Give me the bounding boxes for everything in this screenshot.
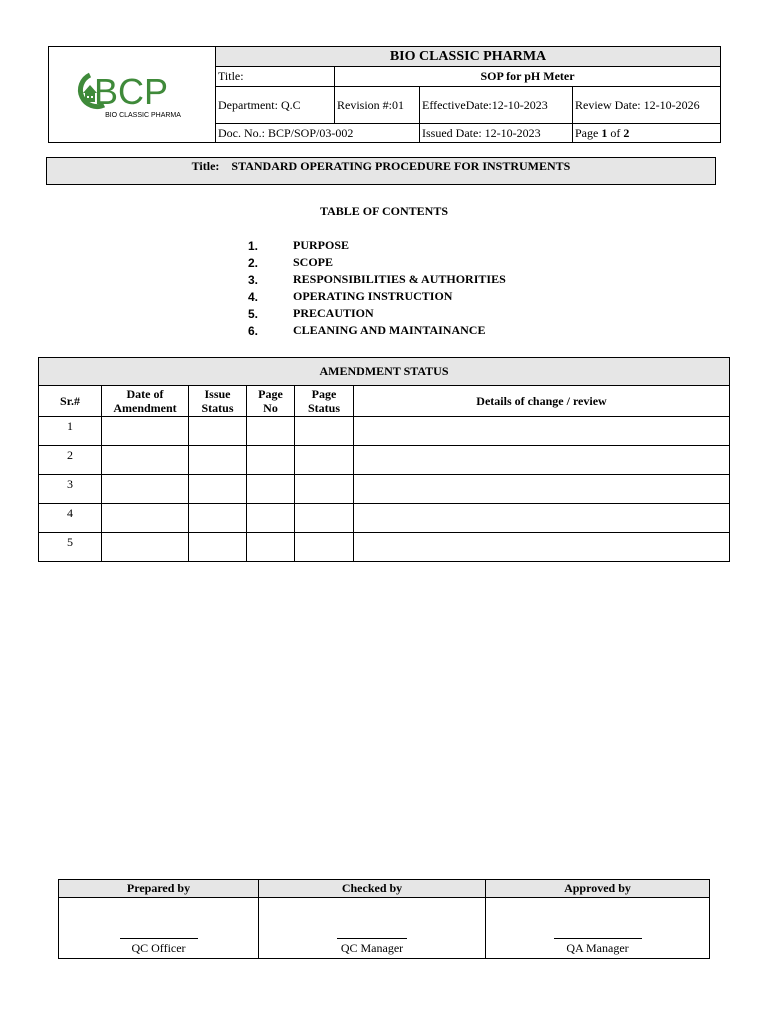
bcp-logo-mark bbox=[74, 71, 190, 111]
sop-title: SOP for pH Meter bbox=[335, 67, 721, 87]
cell-date[interactable] bbox=[102, 504, 189, 533]
page-prefix: Page bbox=[575, 125, 602, 140]
col-sr: Sr.# bbox=[39, 386, 102, 417]
row-sr: 1 bbox=[39, 417, 102, 446]
cell-details[interactable] bbox=[354, 446, 730, 475]
cell-issue-status[interactable] bbox=[189, 533, 247, 562]
toc-number: 2. bbox=[248, 255, 259, 270]
col-pagestatus-line1: Page bbox=[311, 387, 337, 401]
signature-table bbox=[58, 879, 710, 959]
title-label: Title: bbox=[216, 67, 335, 87]
document-title-label: Title: bbox=[191, 159, 220, 173]
signature-line bbox=[337, 938, 407, 939]
row-sr: 2 bbox=[39, 446, 102, 475]
page-of: of bbox=[607, 125, 624, 140]
toc-label: SCOPE bbox=[293, 255, 334, 269]
col-date-line2: Amendment bbox=[113, 401, 177, 415]
doc-number: Doc. No.: BCP/SOP/03-002 bbox=[216, 124, 420, 143]
checked-by-role: QC Manager bbox=[340, 941, 404, 955]
approved-by-header: Approved by bbox=[486, 880, 710, 898]
toc-label: CLEANING AND MAINTAINANCE bbox=[293, 323, 486, 337]
toc-item bbox=[248, 237, 506, 254]
row-sr: 3 bbox=[39, 475, 102, 504]
logo-caption: BIO CLASSIC PHARMA bbox=[105, 111, 181, 119]
col-issue-line1: Issue bbox=[204, 387, 231, 401]
page-number bbox=[573, 124, 721, 143]
col-pagestatus-line2: Status bbox=[307, 401, 340, 415]
company-name: BIO CLASSIC PHARMA bbox=[216, 47, 721, 67]
toc-number: 1. bbox=[248, 238, 259, 253]
cell-issue-status[interactable] bbox=[189, 446, 247, 475]
toc-number: 3. bbox=[248, 272, 259, 287]
cell-date[interactable] bbox=[102, 417, 189, 446]
col-pageno-line1: Page bbox=[258, 387, 283, 401]
table-row bbox=[39, 446, 730, 475]
approved-by-signature[interactable] bbox=[486, 898, 710, 959]
checked-by-signature[interactable] bbox=[259, 898, 486, 959]
cell-page-no[interactable] bbox=[247, 475, 295, 504]
effective-date: EffectiveDate:12-10-2023 bbox=[420, 87, 573, 124]
toc-label: PURPOSE bbox=[293, 238, 350, 252]
amendment-status-title: AMENDMENT STATUS bbox=[39, 358, 730, 386]
review-date: Review Date: 12-10-2026 bbox=[573, 87, 721, 124]
table-row bbox=[39, 475, 730, 504]
logo-cell bbox=[49, 47, 216, 143]
table-row bbox=[39, 504, 730, 533]
cell-page-no[interactable] bbox=[247, 417, 295, 446]
checked-by-header: Checked by bbox=[259, 880, 486, 898]
table-row bbox=[39, 417, 730, 446]
col-page-status bbox=[295, 386, 354, 417]
toc-item bbox=[248, 288, 506, 305]
prepared-by-header: Prepared by bbox=[59, 880, 259, 898]
cell-details[interactable] bbox=[354, 417, 730, 446]
cell-date[interactable] bbox=[102, 533, 189, 562]
signature-line bbox=[120, 938, 198, 939]
prepared-by-role: QC Officer bbox=[131, 941, 186, 955]
table-row bbox=[39, 533, 730, 562]
signature-line bbox=[554, 938, 642, 939]
toc-label: RESPONSIBILITIES & AUTHORITIES bbox=[293, 272, 506, 286]
cell-page-status[interactable] bbox=[295, 446, 354, 475]
document-header bbox=[48, 46, 721, 143]
col-date-line1: Date of bbox=[126, 387, 164, 401]
page-total: 2 bbox=[623, 125, 630, 140]
col-details: Details of change / review bbox=[354, 386, 730, 417]
toc-label: OPERATING INSTRUCTION bbox=[293, 289, 453, 303]
document-title: STANDARD OPERATING PROCEDURE FOR INSTRUMENTS bbox=[231, 159, 571, 173]
cell-page-status[interactable] bbox=[295, 417, 354, 446]
row-sr: 4 bbox=[39, 504, 102, 533]
cell-issue-status[interactable] bbox=[189, 475, 247, 504]
issued-date: Issued Date: 12-10-2023 bbox=[420, 124, 573, 143]
cell-page-no[interactable] bbox=[247, 504, 295, 533]
toc-item bbox=[248, 254, 506, 271]
cell-page-no[interactable] bbox=[247, 446, 295, 475]
department: Department: Q.C bbox=[216, 87, 335, 124]
col-issue-status bbox=[189, 386, 247, 417]
cell-page-status[interactable] bbox=[295, 475, 354, 504]
approved-by-role: QA Manager bbox=[566, 941, 629, 955]
cell-details[interactable] bbox=[354, 533, 730, 562]
logo-letters: BCP bbox=[94, 70, 169, 111]
cell-page-no[interactable] bbox=[247, 533, 295, 562]
revision: Revision #:01 bbox=[335, 87, 420, 124]
cell-date[interactable] bbox=[102, 475, 189, 504]
toc-number: 6. bbox=[248, 323, 259, 338]
col-pageno-line2: No bbox=[263, 401, 278, 415]
toc-number: 4. bbox=[248, 289, 259, 304]
cell-issue-status[interactable] bbox=[189, 417, 247, 446]
toc-item bbox=[248, 271, 506, 288]
toc-item bbox=[248, 322, 506, 339]
col-page-no bbox=[247, 386, 295, 417]
company-logo bbox=[49, 48, 215, 142]
toc-item bbox=[248, 305, 506, 322]
amendment-status-table bbox=[38, 357, 730, 562]
prepared-by-signature[interactable] bbox=[59, 898, 259, 959]
cell-issue-status[interactable] bbox=[189, 504, 247, 533]
cell-details[interactable] bbox=[354, 475, 730, 504]
toc-number: 5. bbox=[248, 306, 259, 321]
row-sr: 5 bbox=[39, 533, 102, 562]
cell-page-status[interactable] bbox=[295, 504, 354, 533]
toc-label: PRECAUTION bbox=[293, 306, 374, 320]
cell-date[interactable] bbox=[102, 446, 189, 475]
page-current: 1 bbox=[601, 125, 608, 140]
table-of-contents bbox=[248, 237, 506, 339]
col-date-of-amendment bbox=[102, 386, 189, 417]
col-issue-line2: Status bbox=[201, 401, 234, 415]
cell-page-status[interactable] bbox=[295, 533, 354, 562]
cell-details[interactable] bbox=[354, 504, 730, 533]
document-title-box bbox=[46, 157, 716, 185]
toc-heading: TABLE OF CONTENTS bbox=[319, 204, 449, 218]
